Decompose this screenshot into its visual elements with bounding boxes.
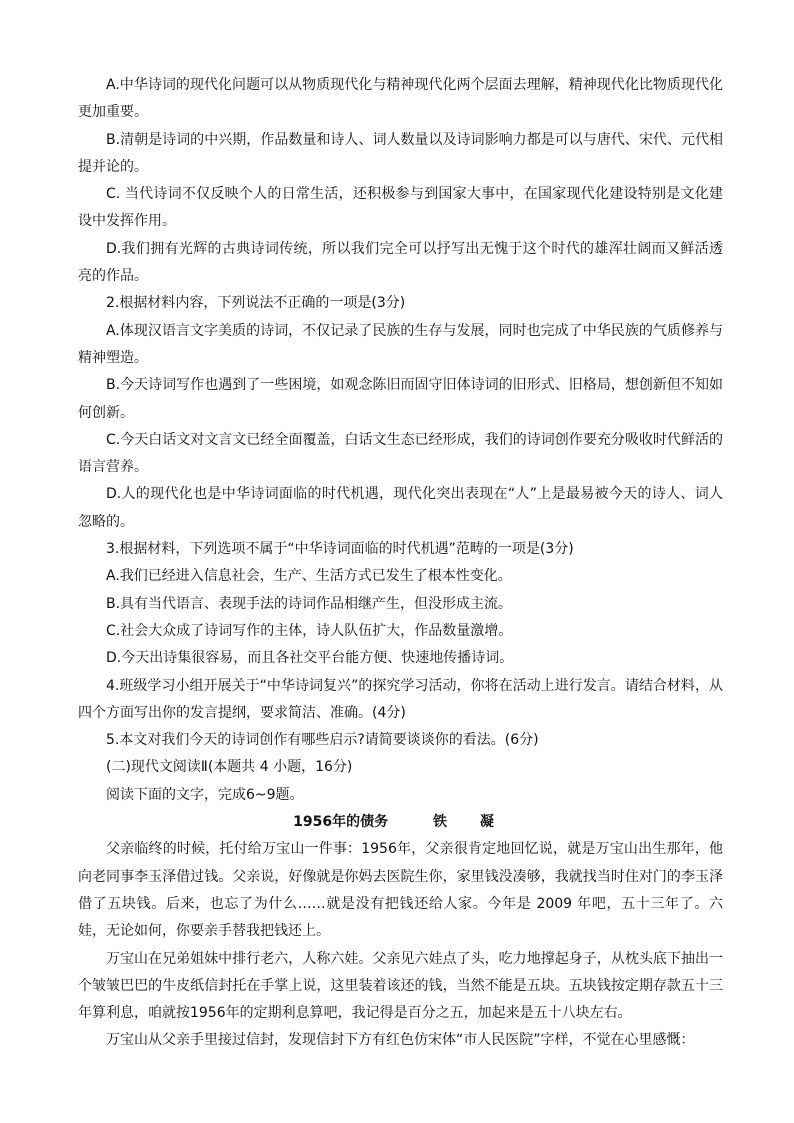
question-3: 3.根据材料，下列选项不属于“中华诗词面临的时代机遇”范畴的一项是(3分) bbox=[106, 541, 574, 558]
story-title: 1956年的债务 bbox=[293, 814, 389, 831]
option-2b: B.今天诗词写作也遇到了一些困境，如观念陈旧而固守旧体诗词的旧形式、旧格局，想创新但不知如何创新。 bbox=[78, 377, 723, 421]
reading-instruction: 阅读下面的文字，完成6~9题。 bbox=[106, 786, 304, 803]
story-paragraph-1: 父亲临终的时候，托付给万宝山一件事：1956年，父亲很肯定地回忆说，就是万宝山出生那年，他向老同事李玉泽借过钱。父亲说，好像就是你妈去医院生你，家里钱没凑够，我就找当时住对门的李玉泽借了五块钱。后来，也忘了为什么……就是没有把钱还给人家。今年是 2009 年吧，五十三年了。六娃，无论如何，你要亲手替我把钱还上。 bbox=[78, 841, 723, 940]
option-2a: A.体现汉语言文字美质的诗词，不仅记录了民族的生存与发展，同时也完成了中华民族的气质修养与精神塑造。 bbox=[78, 322, 723, 366]
option-2c: C.今天白话文对文言文已经全面覆盖，白话文生态已经形成，我们的诗词创作要充分吸收时代鲜活的语言营养。 bbox=[78, 431, 723, 476]
option-2d: D.人的现代化也是中华诗词面临的时代机遇，现代化突出表现在“人”上是最易被今天的诗人、词人忽略的。 bbox=[78, 486, 723, 530]
question-2: 2.根据材料内容，下列说法不正确的一项是(3分) bbox=[106, 295, 406, 312]
story-paragraph-3: 万宝山从父亲手里接过信封，发现信封下方有红色仿宋体“市人民医院”字样，不觉在心里感慨： bbox=[106, 1032, 695, 1049]
story-paragraph-2: 万宝山在兄弟姐妹中排行老六，人称六娃。父亲见六娃点了头，吃力地撑起身子，从枕头底下抽出一个皱皱巴巴的牛皮纸信封托在手掌上说，这里装着该还的钱，当然不能是五块。五块钱按定期存款五十三年算利息，咱就按1956年的定期利息算吧，我记得是百分之五，加起来是五十八块左右。 bbox=[78, 950, 723, 1022]
option-1c: C. 当代诗词不仅反映个人的日常生活，还积极参与到国家大事中，在国家现代化建设特别是文化建设中发挥作用。 bbox=[78, 186, 723, 230]
document-page bbox=[78, 72, 723, 1055]
option-3d: D.今天出诗集很容易，而且各社交平台能方便、快速地传播诗词。 bbox=[106, 650, 514, 667]
story-title-line bbox=[78, 809, 723, 836]
option-1d: D.我们拥有光辉的古典诗词传统，所以我们完全可以抒写出无愧于这个时代的雄浑壮阔而又鲜活透亮的作品。 bbox=[78, 240, 723, 285]
option-3b: B.具有当代语言、表现手法的诗词作品相继产生，但没形成主流。 bbox=[106, 595, 513, 612]
option-3a: A.我们已经进入信息社会，生产、生活方式已发生了根本性变化。 bbox=[106, 568, 512, 585]
section-heading: (二)现代文阅读Ⅱ(本题共 4 小题，16分) bbox=[106, 759, 353, 776]
option-1b: B.清朝是诗词的中兴期，作品数量和诗人、词人数量以及诗词影响力都是可以与唐代、宋代、元代相提并论的。 bbox=[78, 131, 723, 175]
option-1a: A.中华诗词的现代化问题可以从物质现代化与精神现代化两个层面去理解，精神现代化比物质现代化更加重要。 bbox=[78, 77, 723, 121]
question-4: 4.班级学习小组开展关于“中华诗词复兴”的探究学习活动，你将在活动上进行发言。请结合材料，从四个方面写出你的发言提纲，要求简洁、准确。(4分) bbox=[78, 677, 723, 721]
story-author: 铁 凝 bbox=[432, 814, 508, 831]
option-3c: C.社会大众成了诗词写作的主体，诗人队伍扩大，作品数量激增。 bbox=[106, 622, 513, 639]
question-5: 5.本文对我们今天的诗词创作有哪些启示?请简要谈谈你的看法。(6分) bbox=[106, 732, 539, 749]
